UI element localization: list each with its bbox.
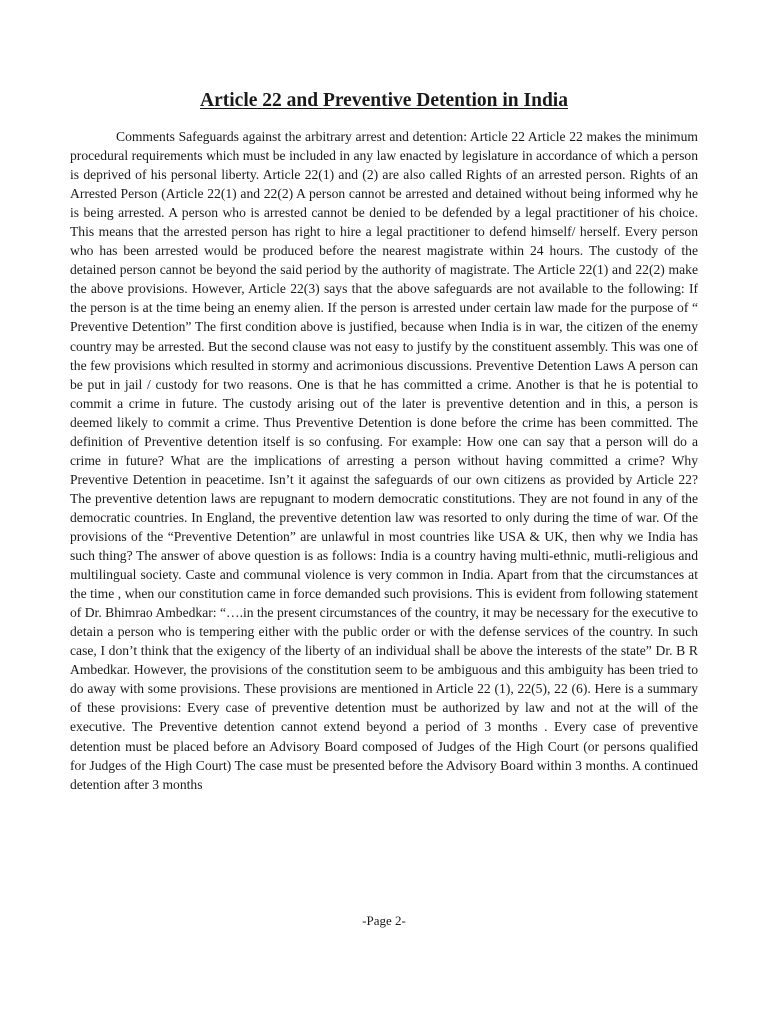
body-paragraph: Comments Safeguards against the arbitrary arrest and detention: Article 22 Article 22 makes the minimum procedural requirements which must be included in any law enacted by legislature in accordance of which a person is deprived of his personal liberty. Article 22(1) and (2) are also called Rights of an arrested person. Rights of an Arrested Person (Article 22(1) and 22(2) A person cannot be arrested and detained without being informed why he is being arrested. A person who is arrested cannot be denied to be defended by a legal practitioner of his choice. This means that the arrested person has right to hire a legal practitioner to defend himself/ herself. Every person who has been arrested would be produced before the nearest magistrate within 24 hours. The custody of the detained person cannot be beyond the said period by the authority of magistrate. The Article 22(1) and 22(2) make the above provisions. However, Article 22(3) says that the above safeguards are not available to the following: If the person is at the time being an enemy alien. If the person is arrested under certain law made for the purpose of “ Preventive Detention” The first condition above is justified, because when India is in war, the citizen of the enemy country may be arrested. But the second clause was not easy to justify by the constituent assembly. This was one of the few provisions which resulted in stormy and acrimonious discussions. Preventive Detention Laws A person can be put in jail / custody for two reasons. One is that he has committed a crime. Another is that he is potential to commit a crime in future. The custody arising out of the later is preventive detention and in this, a person is deemed likely to commit a crime. Thus Preventive Detention is done before the crime has been committed. The definition of Preventive detention itself is so confusing. For example: How one can say that a person will do a crime in future? What are the implications of arresting a person without having committed a crime? Why Preventive Detention in peacetime. Isn’t it against the safeguards of our own citizens as provided by Article 22? The preventive detention laws are repugnant to modern democratic constitutions. They are not found in any of the democratic countries. In England, the preventive detention law was resorted to only during the time of war. Of the provisions of the “Preventive Detention” are unlawful in most countries like USA & UK, then why we India has such thing? The answer of above question is as follows: India is a country having multi-ethnic, mutli-religious and multilingual society. Caste and communal violence is very common in India. Apart from that the circumstances at the time , when our constitution came in force demanded such provisions. This is evident from following statement of Dr. Bhimrao Ambedkar: “….in the present circumstances of the country, it may be necessary for the executive to detain a person who is tempering either with the public order or with the defense services of the country. In such case, I don’t think that the exigency of the liberty of an individual shall be above the interests of the state” Dr. B R Ambedkar. However, the provisions of the constitution seem to be ambiguous and this ambiguity has been tried to do away with some provisions. These provisions are mentioned in Article 22 (1), 22(5), 22 (6). Here is a summary of these provisions: Every case of preventive detention must be authorized by law and not at the will of the executive. The Preventive detention cannot extend beyond a period of 3 months . Every case of preventive detention must be placed before an Advisory Board composed of Judges of the High Court (or persons qualified for Judges of the High Court) The case must be presented before the Advisory Board within 3 months. A continued detention after 3 months bbox=[70, 129, 698, 792]
page-number: -Page 2- bbox=[362, 913, 406, 928]
page-title: Article 22 and Preventive Detention in India bbox=[200, 90, 568, 111]
